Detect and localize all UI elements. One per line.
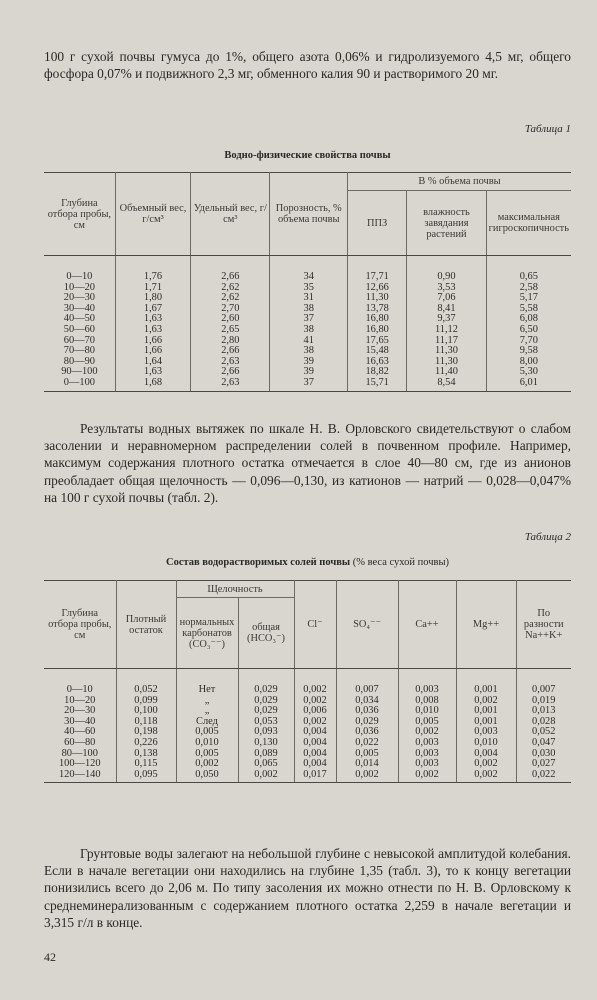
value-cell: 0,002 <box>456 696 516 707</box>
value-cell: 2,63 <box>191 378 270 391</box>
value-cell: 8,00 <box>486 357 571 368</box>
value-cell: 0,036 <box>336 727 398 738</box>
value-cell: 5,17 <box>486 293 571 304</box>
header-chloride: Cl⁻ <box>294 581 336 669</box>
value-cell: 16,63 <box>348 357 407 368</box>
page-number: 42 <box>44 950 56 964</box>
value-cell: 34 <box>270 256 348 283</box>
header-dry-residue: Плотный остаток <box>116 581 176 669</box>
value-cell: 6,50 <box>486 325 571 336</box>
value-cell: 15,48 <box>348 346 407 357</box>
value-cell: 0,022 <box>516 770 571 783</box>
header-sulfate: SO₄⁻⁻ <box>336 581 398 669</box>
value-cell: 0,001 <box>456 706 516 717</box>
depth-cell: 0—10 <box>44 256 115 283</box>
value-cell: 0,050 <box>176 770 238 783</box>
value-cell: 0,065 <box>238 759 294 770</box>
value-cell: 16,80 <box>348 325 407 336</box>
header-porosity: Порозность, % объема почвы <box>270 173 348 256</box>
value-cell: 0,019 <box>516 696 571 707</box>
value-cell: 1,63 <box>115 325 190 336</box>
value-cell: 11,40 <box>407 367 486 378</box>
table-row <box>44 378 571 391</box>
header-bulk-density: Объемный вес, г/см³ <box>115 173 190 256</box>
table2-title <box>44 557 571 568</box>
depth-cell: 70—80 <box>44 346 115 357</box>
table-row <box>44 669 571 696</box>
value-cell: 0,100 <box>116 706 176 717</box>
value-cell: 0,002 <box>456 759 516 770</box>
value-cell: 2,66 <box>191 256 270 283</box>
depth-cell: 10—20 <box>44 696 116 707</box>
value-cell: 0,093 <box>238 727 294 738</box>
value-cell: 2,65 <box>191 325 270 336</box>
value-cell: „ <box>176 706 238 717</box>
header-normal-carbonates-ion: (CO₃⁻⁻) <box>189 638 225 650</box>
value-cell: 0,005 <box>176 727 238 738</box>
value-cell: 2,80 <box>191 336 270 347</box>
value-cell: 0,002 <box>176 759 238 770</box>
value-cell: 7,06 <box>407 293 486 304</box>
value-cell: 2,63 <box>191 357 270 368</box>
value-cell: 0,004 <box>456 749 516 760</box>
value-cell: 0,118 <box>116 717 176 728</box>
depth-cell: 30—40 <box>44 304 115 315</box>
table2-caption: Таблица 2 <box>524 531 571 543</box>
value-cell: 0,198 <box>116 727 176 738</box>
depth-cell: 20—30 <box>44 293 115 304</box>
value-cell: 0,029 <box>238 696 294 707</box>
value-cell: 0,004 <box>294 759 336 770</box>
value-cell: 0,002 <box>456 770 516 783</box>
value-cell: 0,226 <box>116 738 176 749</box>
value-cell: 12,66 <box>348 283 407 294</box>
depth-cell: 80—90 <box>44 357 115 368</box>
depth-cell: 40—50 <box>44 314 115 325</box>
value-cell: 11,30 <box>348 293 407 304</box>
value-cell: 0,002 <box>398 770 456 783</box>
value-cell: 0,65 <box>486 256 571 283</box>
value-cell: 0,014 <box>336 759 398 770</box>
value-cell: 0,003 <box>456 727 516 738</box>
value-cell: 5,30 <box>486 367 571 378</box>
value-cell: 0,001 <box>456 669 516 696</box>
value-cell: 38 <box>270 304 348 315</box>
value-cell: 5,58 <box>486 304 571 315</box>
header-sodium-potassium: По разности Na++K+ <box>516 581 571 669</box>
value-cell: 0,053 <box>238 717 294 728</box>
value-cell: 18,82 <box>348 367 407 378</box>
value-cell: 6,01 <box>486 378 571 391</box>
value-cell: 37 <box>270 378 348 391</box>
header-total-alkalinity-ion: (HCO₃⁻) <box>247 633 285 644</box>
value-cell: 0,001 <box>456 717 516 728</box>
value-cell: 0,029 <box>336 717 398 728</box>
value-cell: 35 <box>270 283 348 294</box>
table-row <box>44 256 571 283</box>
value-cell: 15,71 <box>348 378 407 391</box>
value-cell: 0,013 <box>516 706 571 717</box>
table-row <box>44 770 571 783</box>
value-cell: 11,17 <box>407 336 486 347</box>
header-normal-carbonates <box>176 598 238 669</box>
table-row <box>44 325 571 336</box>
value-cell: 1,63 <box>115 314 190 325</box>
header-depth: Глубина отбора пробы, см <box>44 581 116 669</box>
paragraph-water-extracts: Результаты водных вытяжек по шкале Н. В. Орловского свидетельствуют о слабом засолении и неравномерном распределении солей в почвенном профиле. Например, максимум содержания плотного остатка отмечается в слое 40—80 см, где из анионов преобладает общая щелочность — 0,096—0,130, из катионов — натрий — 0,028—0,047% на 100 г сухой почвы (табл. 2). <box>44 421 571 505</box>
table2-title-unit: (% веса сухой почвы) <box>352 557 449 568</box>
depth-cell: 60—80 <box>44 738 116 749</box>
depth-cell: 30—40 <box>44 717 116 728</box>
value-cell: 0,004 <box>294 749 336 760</box>
value-cell: 2,62 <box>191 293 270 304</box>
value-cell: 0,004 <box>294 738 336 749</box>
value-cell: 0,027 <box>516 759 571 770</box>
value-cell: 0,007 <box>516 669 571 696</box>
value-cell: 0,052 <box>516 727 571 738</box>
value-cell: 2,70 <box>191 304 270 315</box>
value-cell: 1,76 <box>115 256 190 283</box>
value-cell: 0,115 <box>116 759 176 770</box>
value-cell: 0,034 <box>336 696 398 707</box>
value-cell: 3,53 <box>407 283 486 294</box>
value-cell: Нет <box>176 669 238 696</box>
value-cell: 1,67 <box>115 304 190 315</box>
value-cell: 6,08 <box>486 314 571 325</box>
value-cell: 0,002 <box>398 727 456 738</box>
value-cell: 0,030 <box>516 749 571 760</box>
value-cell: 0,010 <box>398 706 456 717</box>
value-cell: 0,036 <box>336 706 398 717</box>
value-cell: 8,54 <box>407 378 486 391</box>
value-cell: 9,58 <box>486 346 571 357</box>
table1-title: Водно-физические свойства почвы <box>224 150 391 161</box>
value-cell: 0,047 <box>516 738 571 749</box>
table-water-soluble-salts <box>44 580 571 783</box>
value-cell: 1,66 <box>115 336 190 347</box>
value-cell: 38 <box>270 346 348 357</box>
value-cell: 1,66 <box>115 346 190 357</box>
depth-cell: 0—100 <box>44 378 115 391</box>
value-cell: 37 <box>270 314 348 325</box>
header-calcium: Ca++ <box>398 581 456 669</box>
value-cell: 2,62 <box>191 283 270 294</box>
value-cell: 9,37 <box>407 314 486 325</box>
paragraph-intro: 100 г сухой почвы гумуса до 1%, общего азота 0,06% и гидролизуемого 4,5 мг, общего фосфора 0,07% и подвижного 2,3 мг, обменного калия 90 и растворимого 20 мг. <box>44 49 571 82</box>
value-cell: 0,099 <box>116 696 176 707</box>
value-cell: 16,80 <box>348 314 407 325</box>
depth-cell: 10—20 <box>44 283 115 294</box>
depth-cell: 80—100 <box>44 749 116 760</box>
value-cell: 0,028 <box>516 717 571 728</box>
value-cell: 1,71 <box>115 283 190 294</box>
value-cell: 2,58 <box>486 283 571 294</box>
table-water-physical-properties <box>44 172 571 392</box>
depth-cell: 90—100 <box>44 367 115 378</box>
depth-cell: 0—10 <box>44 669 116 696</box>
value-cell: 0,002 <box>336 770 398 783</box>
value-cell: 8,41 <box>407 304 486 315</box>
value-cell: 1,63 <box>115 367 190 378</box>
depth-cell: 120—140 <box>44 770 116 783</box>
value-cell: 0,003 <box>398 669 456 696</box>
header-specific-gravity: Удельный вес, г/см³ <box>191 173 270 256</box>
header-wilting-moisture: влажность завядания растений <box>407 191 486 256</box>
value-cell: 1,64 <box>115 357 190 368</box>
header-max-hygroscopicity: максимальная гигроскопичность <box>486 191 571 256</box>
depth-cell: 40—60 <box>44 727 116 738</box>
value-cell: 0,007 <box>336 669 398 696</box>
value-cell: 0,052 <box>116 669 176 696</box>
value-cell: 0,002 <box>238 770 294 783</box>
value-cell: „ <box>176 696 238 707</box>
header-ppz: ППЗ <box>348 191 407 256</box>
value-cell: 0,002 <box>294 717 336 728</box>
depth-cell: 50—60 <box>44 325 115 336</box>
value-cell: 39 <box>270 367 348 378</box>
header-total-alkalinity <box>238 598 294 669</box>
value-cell: 17,65 <box>348 336 407 347</box>
value-cell: 11,12 <box>407 325 486 336</box>
header-normal-carbonates-label: нормальных карбонатов <box>179 616 235 639</box>
value-cell: 0,010 <box>176 738 238 749</box>
value-cell: 2,66 <box>191 346 270 357</box>
table1-caption: Таблица 1 <box>524 123 571 135</box>
value-cell: 0,029 <box>238 706 294 717</box>
value-cell: 2,60 <box>191 314 270 325</box>
depth-cell: 100—120 <box>44 759 116 770</box>
value-cell: 0,003 <box>398 759 456 770</box>
value-cell: 0,029 <box>238 669 294 696</box>
value-cell: 0,005 <box>398 717 456 728</box>
value-cell: 0,095 <box>116 770 176 783</box>
value-cell: 0,005 <box>336 749 398 760</box>
value-cell: 11,30 <box>407 357 486 368</box>
value-cell: 0,130 <box>238 738 294 749</box>
value-cell: 1,80 <box>115 293 190 304</box>
depth-cell: 20—30 <box>44 706 116 717</box>
table2-title-text: Состав водорастворимых солей почвы <box>165 557 351 568</box>
value-cell: 0,002 <box>294 696 336 707</box>
value-cell: 0,010 <box>456 738 516 749</box>
header-volume-group: В % объема почвы <box>348 173 571 191</box>
header-alkalinity-group: Щелочность <box>176 581 294 598</box>
value-cell: 1,68 <box>115 378 190 391</box>
value-cell: 0,003 <box>398 738 456 749</box>
value-cell: 0,008 <box>398 696 456 707</box>
value-cell: 17,71 <box>348 256 407 283</box>
value-cell: 13,78 <box>348 304 407 315</box>
value-cell: 7,70 <box>486 336 571 347</box>
value-cell: 11,30 <box>407 346 486 357</box>
value-cell: 0,006 <box>294 706 336 717</box>
value-cell: 0,90 <box>407 256 486 283</box>
header-magnesium: Mg++ <box>456 581 516 669</box>
table-row <box>44 738 571 749</box>
depth-cell: 60—70 <box>44 336 115 347</box>
value-cell: 0,022 <box>336 738 398 749</box>
value-cell: 0,002 <box>294 669 336 696</box>
header-depth: Глубина отбора пробы, см <box>44 173 115 256</box>
value-cell: 0,003 <box>398 749 456 760</box>
value-cell: 2,66 <box>191 367 270 378</box>
header-total-alkalinity-label: общая <box>252 622 280 633</box>
value-cell: 0,005 <box>176 749 238 760</box>
value-cell: 41 <box>270 336 348 347</box>
paragraph-groundwater: Грунтовые воды залегают на небольшой глубине с невысокой амплитудой колебания. Если в начале вегетации они находились на глубине 1,35 (табл. 3), то к концу вегетации понизились всего до 2,06 м. По типу засоления их можно отнести по Н. В. Орловскому к среднеминерализованным с содержанием плотного остатка 2,259 в начале вегетации и 3,315 г/л в конце. <box>44 846 571 930</box>
value-cell: 0,138 <box>116 749 176 760</box>
value-cell: 0,004 <box>294 727 336 738</box>
value-cell: 38 <box>270 325 348 336</box>
value-cell: 0,017 <box>294 770 336 783</box>
value-cell: 31 <box>270 293 348 304</box>
value-cell: След <box>176 717 238 728</box>
value-cell: 39 <box>270 357 348 368</box>
value-cell: 0,089 <box>238 749 294 760</box>
